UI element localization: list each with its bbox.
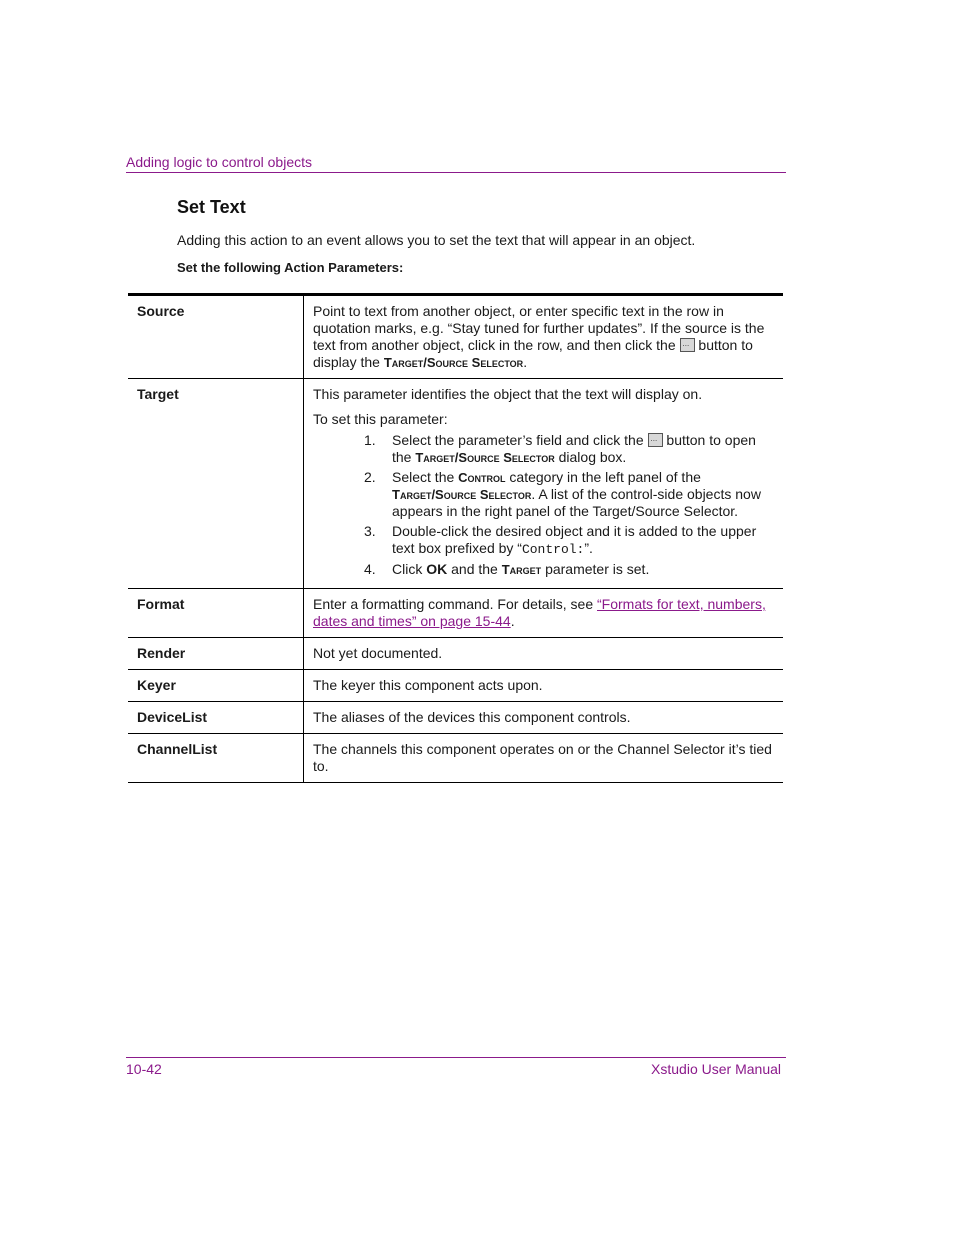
step-text: Click (392, 561, 427, 577)
step-number: 4. (364, 561, 376, 577)
step-number: 3. (364, 523, 376, 539)
parameters-table (128, 293, 783, 783)
list-item (313, 469, 775, 520)
table-row-target (128, 379, 783, 589)
params-label: Set the following Action Parameters: (177, 260, 404, 275)
step-smallcaps: Control (458, 470, 506, 485)
list-item (313, 432, 775, 466)
step-text: and the (447, 561, 502, 577)
param-name-channellist: ChannelList (128, 734, 304, 783)
table-row-channellist (128, 734, 783, 783)
step-number: 1. (364, 432, 376, 448)
param-name-format: Format (128, 589, 304, 638)
step-smallcaps: Target (501, 562, 542, 577)
param-desc-channellist: The channels this component operates on or the Channel Selector it’s tied to. (304, 734, 784, 783)
table-row-render (128, 638, 783, 670)
step-text: button to open the (392, 432, 756, 465)
step-text: . A list of the control-side objects now appears in the right panel of the Target/Source Selector. (392, 486, 761, 519)
table-row-format (128, 589, 783, 638)
param-desc-target (304, 379, 784, 589)
param-name-render: Render (128, 638, 304, 670)
param-desc-devicelist: The aliases of the devices this component controls. (304, 702, 784, 734)
param-desc-keyer: The keyer this component acts upon. (304, 670, 784, 702)
step-bold: OK (426, 561, 448, 577)
running-header-title: Adding logic to control objects (126, 154, 312, 170)
table-row-source (128, 295, 783, 379)
format-text: Enter a formatting command. For details, see (313, 596, 598, 612)
step-smallcaps: Target/Source Selector (392, 487, 532, 502)
ellipsis-button-icon (648, 433, 663, 447)
target-paragraph-2: To set this parameter: (313, 411, 448, 427)
step-text: Select the parameter’s field and click the (392, 432, 648, 448)
list-item (313, 523, 775, 558)
page-footer (126, 1057, 786, 1080)
ellipsis-button-icon (680, 338, 695, 352)
source-selector-ref: Target/Source Selector (383, 355, 524, 370)
source-text-end: . (523, 354, 528, 370)
step-number: 2. (364, 469, 376, 485)
param-desc-source (304, 295, 784, 379)
step-text: dialog box. (554, 449, 627, 465)
param-desc-format (304, 589, 784, 638)
step-smallcaps: Target/Source Selector (415, 450, 555, 465)
step-text: Select the (392, 469, 459, 485)
source-text-2: button to display the (313, 337, 753, 370)
param-desc-render: Not yet documented. (304, 638, 784, 670)
param-name-source: Source (128, 295, 304, 379)
table-row-devicelist (128, 702, 783, 734)
step-text: parameter is set. (541, 561, 650, 577)
section-intro: Adding this action to an event allows you to set the text that will appear in an object. (177, 232, 696, 248)
running-header (126, 154, 786, 173)
formats-cross-reference-link[interactable]: “Formats for text, numbers, dates and times” on page 15-44 (313, 596, 766, 629)
source-text-1: Point to text from another object, or enter specific text in the row in quotation marks, e.g. “Stay tuned for further updates”. If the source is the text from another object, click in the row, and then click the (313, 303, 765, 353)
target-paragraph-1: This parameter identifies the object that the text will display on. (313, 386, 703, 402)
list-item (313, 561, 775, 578)
step-code: Control: (521, 542, 585, 557)
format-text-end: . (510, 613, 515, 629)
manual-title: Xstudio User Manual (651, 1061, 781, 1077)
target-steps (313, 432, 775, 578)
page-number: 10-42 (126, 1061, 162, 1077)
table-row-keyer (128, 670, 783, 702)
param-name-devicelist: DeviceList (128, 702, 304, 734)
param-name-keyer: Keyer (128, 670, 304, 702)
step-text: category in the left panel of the (505, 469, 701, 485)
param-name-target: Target (128, 379, 304, 589)
step-text: ”. (584, 540, 593, 556)
step-text: Double-click the desired object and it is added to the upper text box prefixed by “ (392, 523, 757, 556)
section-title: Set Text (177, 197, 246, 217)
